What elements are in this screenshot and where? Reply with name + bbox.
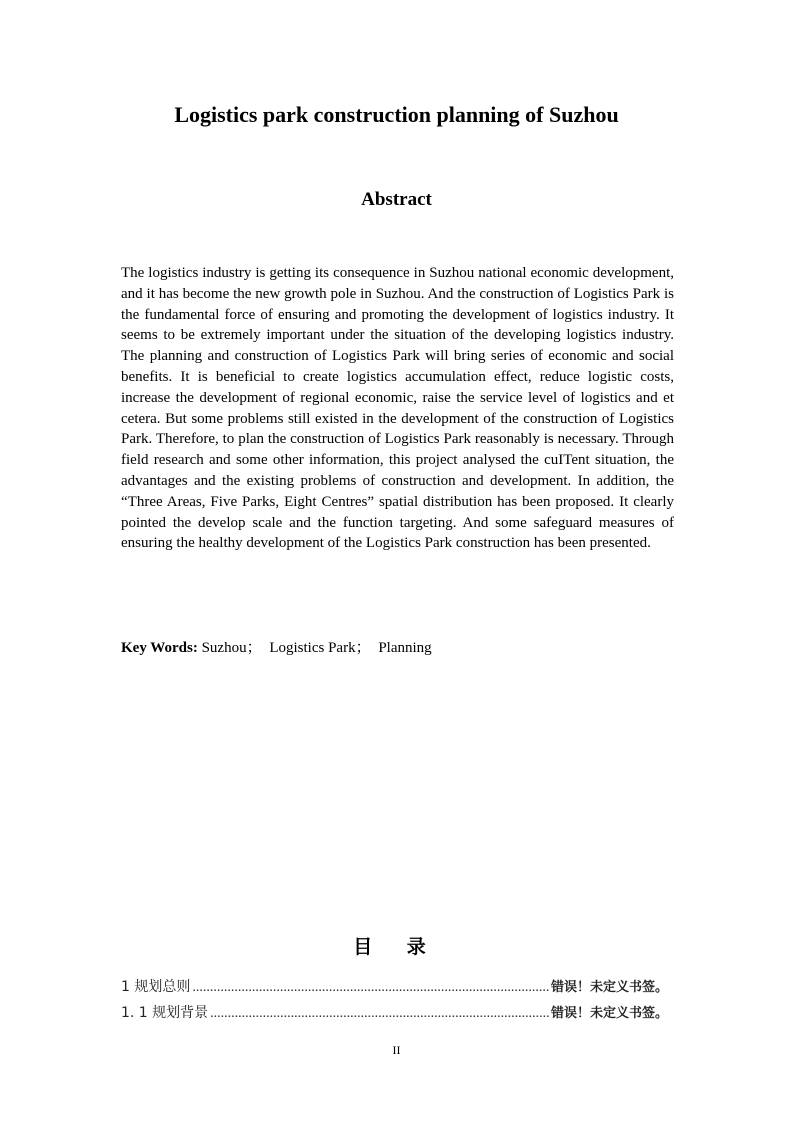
- abstract-body: The logistics industry is getting its consequence in Suzhou national economic development, and it has become the new growth pole in Suzhou. And the construction of Logistics Park is the fundamental force of ensuring and promoting the development of logistics industry. It seems to be extremely important under the situation of the developing logistics industry. The planning and construction of Logistics Park will bring series of economic and social benefits. It is beneficial to create logistics accumulation effect, reduce logistic costs, increase the development of regional economic, raise the service level of logistics and et cetera. But some problems still existed in the development of the construction of Logistics Park. Therefore, to plan the construction of Logistics Park reasonably is necessary. Through field research and some other information, this project analysed the cuITent situation, the advantages and the existing problems of construction and development. In addition, the “Three Areas, Five Parks, Eight Centres” spatial distribution has been proposed. It clearly pointed the develop scale and the function targeting. And some safeguard measures of ensuring the healthy development of the Logistics Park construction has been presented.: [121, 265, 674, 552]
- keyword-item: Logistics Park；: [269, 640, 371, 656]
- toc-entry-text: 1. 1 规划背景: [121, 1005, 209, 1021]
- page-number: II: [392, 1043, 401, 1057]
- toc-heading: 目 录: [353, 936, 440, 958]
- toc-entry-text: 1 规划总则: [121, 979, 191, 995]
- abstract-heading: Abstract: [361, 189, 432, 210]
- document-title: Logistics park construction planning of Suzhou: [174, 102, 619, 127]
- keywords-line: [121, 638, 674, 658]
- toc-leader-dots: [210, 1006, 549, 1022]
- toc-entry[interactable]: [121, 976, 668, 996]
- toc-entry-page: 错误！未定义书签。: [550, 1006, 668, 1021]
- keywords-label: Key Words:: [121, 640, 198, 656]
- toc-entry-page: 错误！未定义书签。: [550, 980, 668, 995]
- toc-leader-dots: [192, 980, 549, 996]
- toc-entry[interactable]: [121, 1002, 668, 1022]
- keyword-item: Suzhou；: [201, 640, 262, 656]
- keyword-item: Planning: [378, 640, 432, 656]
